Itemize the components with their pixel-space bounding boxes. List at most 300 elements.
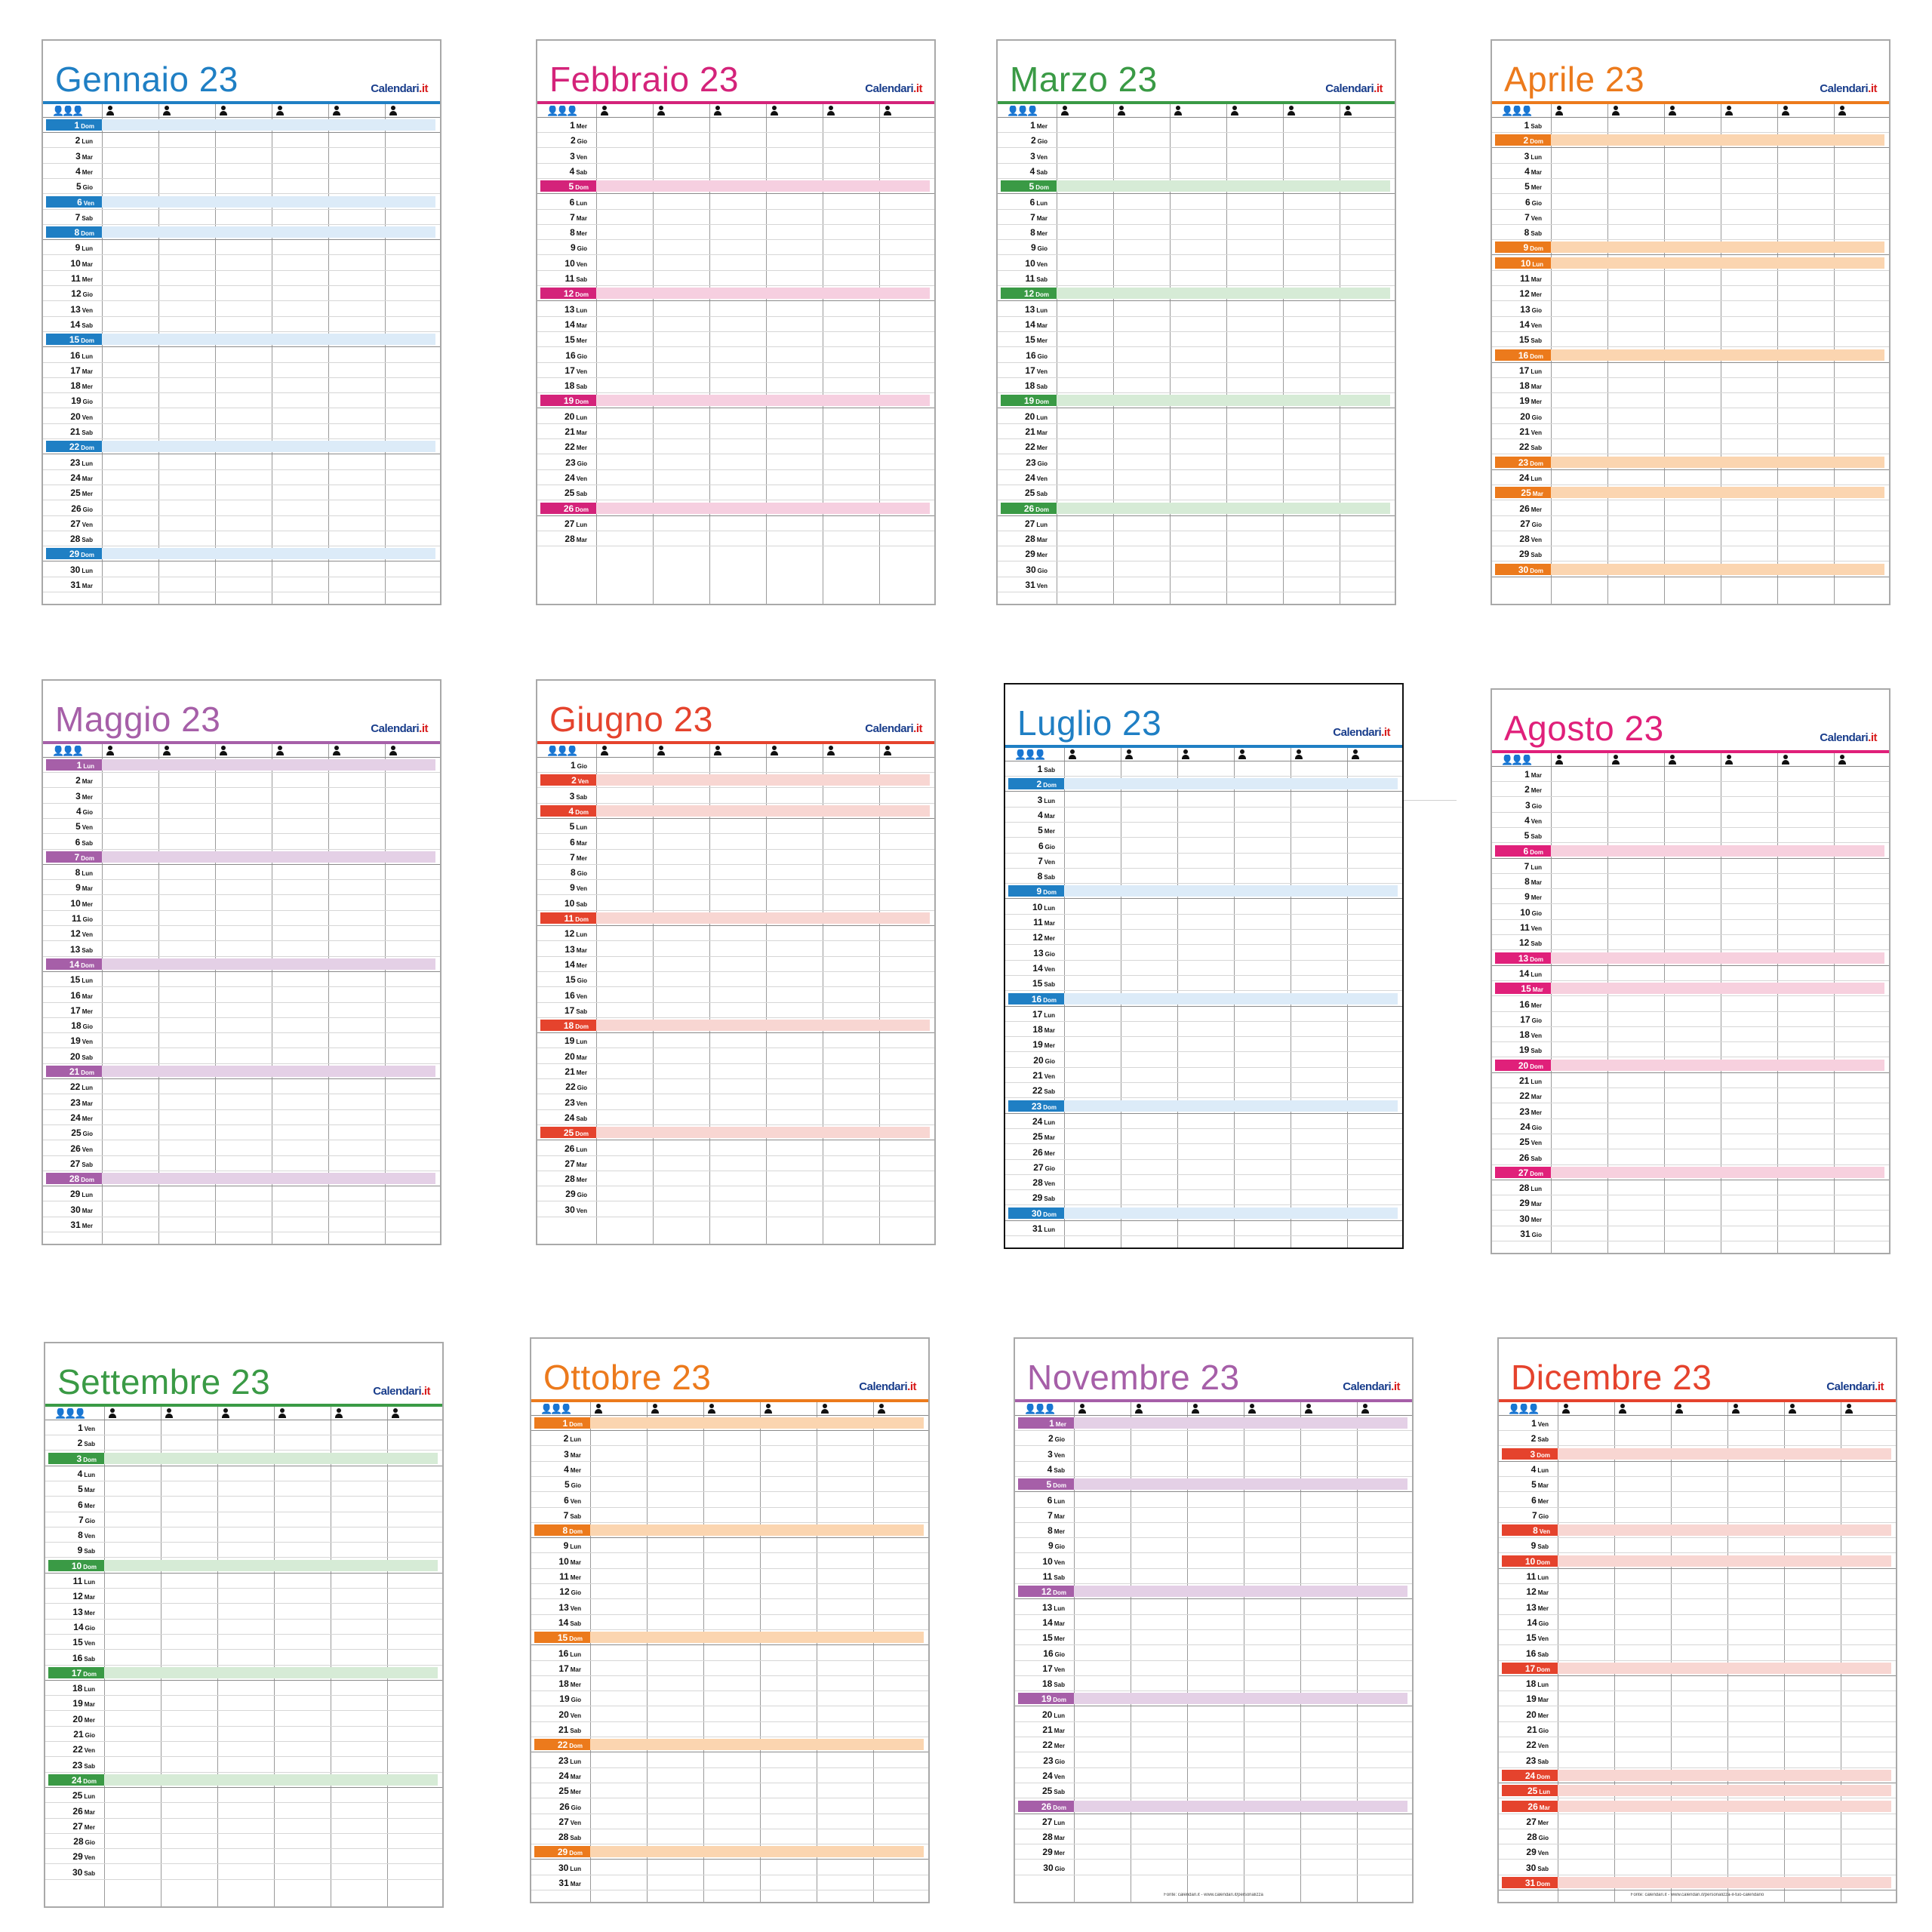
day-row[interactable] xyxy=(537,988,934,1003)
day-row[interactable] xyxy=(537,133,934,148)
holiday-row[interactable] xyxy=(43,195,440,210)
day-row[interactable] xyxy=(1015,1462,1412,1477)
day-row[interactable] xyxy=(998,516,1395,531)
holiday-row[interactable] xyxy=(1499,1768,1896,1783)
day-row[interactable] xyxy=(537,485,934,500)
holiday-row[interactable] xyxy=(1492,256,1889,271)
holiday-row[interactable] xyxy=(1492,562,1889,577)
day-row[interactable] xyxy=(43,348,440,363)
day-row[interactable] xyxy=(1015,1737,1412,1752)
day-row[interactable] xyxy=(1005,1022,1402,1037)
day-row[interactable] xyxy=(1005,930,1402,945)
day-row[interactable] xyxy=(1492,210,1889,225)
day-row[interactable] xyxy=(43,531,440,546)
day-row[interactable] xyxy=(1499,1630,1896,1645)
holiday-row[interactable] xyxy=(1499,1554,1896,1569)
holiday-row[interactable] xyxy=(43,118,440,133)
day-row[interactable] xyxy=(45,1481,442,1497)
day-row[interactable] xyxy=(537,240,934,255)
day-row[interactable] xyxy=(1005,1114,1402,1129)
day-row[interactable] xyxy=(537,348,934,363)
day-row[interactable] xyxy=(43,393,440,408)
day-row[interactable] xyxy=(1499,1493,1896,1508)
day-row[interactable] xyxy=(1492,813,1889,828)
holiday-row[interactable] xyxy=(1492,133,1889,148)
holiday-row[interactable] xyxy=(1492,485,1889,500)
day-row[interactable] xyxy=(998,118,1395,133)
holiday-row[interactable] xyxy=(1492,455,1889,470)
day-row[interactable] xyxy=(43,1217,440,1232)
day-row[interactable] xyxy=(537,455,934,470)
day-row[interactable] xyxy=(998,424,1395,439)
day-row[interactable] xyxy=(43,302,440,317)
holiday-row[interactable] xyxy=(1005,992,1402,1007)
day-row[interactable] xyxy=(998,409,1395,424)
day-row[interactable] xyxy=(1492,920,1889,935)
day-row[interactable] xyxy=(1492,1134,1889,1149)
holiday-row[interactable] xyxy=(1015,1691,1412,1706)
day-row[interactable] xyxy=(1499,1722,1896,1737)
day-row[interactable] xyxy=(1005,1175,1402,1190)
day-row[interactable] xyxy=(1005,838,1402,854)
day-row[interactable] xyxy=(1005,869,1402,884)
day-row[interactable] xyxy=(45,1742,442,1757)
holiday-row[interactable] xyxy=(43,546,440,561)
day-row[interactable] xyxy=(537,1049,934,1064)
day-row[interactable] xyxy=(1492,798,1889,813)
day-row[interactable] xyxy=(43,562,440,577)
holiday-row[interactable] xyxy=(1492,981,1889,996)
day-row[interactable] xyxy=(1015,1783,1412,1798)
day-row[interactable] xyxy=(1492,470,1889,485)
day-row[interactable] xyxy=(1492,332,1889,347)
day-row[interactable] xyxy=(1492,286,1889,301)
day-row[interactable] xyxy=(45,1497,442,1512)
day-row[interactable] xyxy=(1492,997,1889,1012)
day-row[interactable] xyxy=(998,195,1395,210)
day-row[interactable] xyxy=(998,470,1395,485)
day-row[interactable] xyxy=(1492,1042,1889,1057)
day-row[interactable] xyxy=(1005,900,1402,915)
day-row[interactable] xyxy=(43,286,440,301)
day-row[interactable] xyxy=(43,1125,440,1140)
day-row[interactable] xyxy=(1492,782,1889,797)
holiday-row[interactable] xyxy=(1499,1783,1896,1798)
day-row[interactable] xyxy=(45,1681,442,1696)
day-row[interactable] xyxy=(1499,1416,1896,1431)
holiday-row[interactable] xyxy=(45,1558,442,1574)
day-row[interactable] xyxy=(1005,976,1402,991)
day-row[interactable] xyxy=(537,1171,934,1186)
day-row[interactable] xyxy=(43,1079,440,1094)
holiday-row[interactable] xyxy=(537,911,934,926)
day-row[interactable] xyxy=(537,531,934,546)
holiday-row[interactable] xyxy=(43,439,440,454)
day-row[interactable] xyxy=(43,880,440,895)
day-row[interactable] xyxy=(531,1431,928,1446)
holiday-row[interactable] xyxy=(1492,1165,1889,1180)
holiday-row[interactable] xyxy=(1005,1206,1402,1221)
day-row[interactable] xyxy=(43,577,440,592)
day-row[interactable] xyxy=(998,577,1395,592)
day-row[interactable] xyxy=(1015,1630,1412,1645)
day-row[interactable] xyxy=(537,957,934,972)
holiday-row[interactable] xyxy=(1492,844,1889,859)
day-row[interactable] xyxy=(531,1584,928,1599)
day-row[interactable] xyxy=(1492,393,1889,408)
holiday-row[interactable] xyxy=(537,804,934,819)
holiday-row[interactable] xyxy=(531,1523,928,1538)
holiday-row[interactable] xyxy=(45,1666,442,1681)
day-row[interactable] xyxy=(531,1768,928,1783)
holiday-row[interactable] xyxy=(531,1737,928,1752)
day-row[interactable] xyxy=(537,424,934,439)
holiday-row[interactable] xyxy=(537,1125,934,1140)
day-row[interactable] xyxy=(43,455,440,470)
day-row[interactable] xyxy=(537,1186,934,1201)
day-row[interactable] xyxy=(45,1834,442,1849)
day-row[interactable] xyxy=(1005,761,1402,777)
day-row[interactable] xyxy=(1005,808,1402,823)
day-row[interactable] xyxy=(1015,1523,1412,1538)
day-row[interactable] xyxy=(531,1615,928,1630)
day-row[interactable] xyxy=(998,256,1395,271)
holiday-row[interactable] xyxy=(43,758,440,773)
day-row[interactable] xyxy=(1492,149,1889,164)
day-row[interactable] xyxy=(998,378,1395,393)
day-row[interactable] xyxy=(1005,1160,1402,1175)
day-row[interactable] xyxy=(531,1829,928,1844)
day-row[interactable] xyxy=(537,865,934,880)
day-row[interactable] xyxy=(537,1095,934,1110)
day-row[interactable] xyxy=(537,926,934,941)
day-row[interactable] xyxy=(43,1202,440,1217)
day-row[interactable] xyxy=(1015,1707,1412,1722)
day-row[interactable] xyxy=(998,455,1395,470)
day-row[interactable] xyxy=(537,378,934,393)
day-row[interactable] xyxy=(1492,271,1889,286)
day-row[interactable] xyxy=(1005,854,1402,869)
day-row[interactable] xyxy=(1015,1493,1412,1508)
holiday-row[interactable] xyxy=(43,332,440,347)
day-row[interactable] xyxy=(998,546,1395,561)
day-row[interactable] xyxy=(537,819,934,834)
day-row[interactable] xyxy=(998,485,1395,500)
day-row[interactable] xyxy=(43,773,440,788)
day-row[interactable] xyxy=(537,516,934,531)
day-row[interactable] xyxy=(1492,195,1889,210)
day-row[interactable] xyxy=(1492,966,1889,981)
day-row[interactable] xyxy=(45,1574,442,1589)
day-row[interactable] xyxy=(1499,1646,1896,1661)
day-row[interactable] xyxy=(43,363,440,378)
day-row[interactable] xyxy=(998,302,1395,317)
day-row[interactable] xyxy=(43,926,440,941)
day-row[interactable] xyxy=(1015,1554,1412,1569)
day-row[interactable] xyxy=(1499,1691,1896,1706)
day-row[interactable] xyxy=(1015,1722,1412,1737)
day-row[interactable] xyxy=(43,179,440,194)
day-row[interactable] xyxy=(998,439,1395,454)
day-row[interactable] xyxy=(43,516,440,531)
holiday-row[interactable] xyxy=(1499,1523,1896,1538)
day-row[interactable] xyxy=(531,1508,928,1523)
day-row[interactable] xyxy=(1492,1195,1889,1211)
day-row[interactable] xyxy=(43,317,440,332)
day-row[interactable] xyxy=(1005,1007,1402,1022)
day-row[interactable] xyxy=(1005,1129,1402,1144)
day-row[interactable] xyxy=(45,1604,442,1620)
day-row[interactable] xyxy=(531,1477,928,1492)
day-row[interactable] xyxy=(1005,1053,1402,1068)
day-row[interactable] xyxy=(531,1860,928,1875)
day-row[interactable] xyxy=(531,1799,928,1814)
day-row[interactable] xyxy=(1015,1753,1412,1768)
day-row[interactable] xyxy=(43,1110,440,1125)
day-row[interactable] xyxy=(43,133,440,148)
day-row[interactable] xyxy=(531,1569,928,1584)
day-row[interactable] xyxy=(998,210,1395,225)
day-row[interactable] xyxy=(998,332,1395,347)
day-row[interactable] xyxy=(1015,1829,1412,1844)
day-row[interactable] xyxy=(1005,961,1402,976)
day-row[interactable] xyxy=(531,1676,928,1691)
day-row[interactable] xyxy=(537,1156,934,1171)
holiday-row[interactable] xyxy=(537,393,934,408)
day-row[interactable] xyxy=(43,819,440,834)
day-row[interactable] xyxy=(1499,1753,1896,1768)
day-row[interactable] xyxy=(998,317,1395,332)
day-row[interactable] xyxy=(43,1033,440,1048)
day-row[interactable] xyxy=(45,1466,442,1481)
day-row[interactable] xyxy=(537,118,934,133)
day-row[interactable] xyxy=(998,271,1395,286)
day-row[interactable] xyxy=(1499,1508,1896,1523)
day-row[interactable] xyxy=(1492,1180,1889,1195)
day-row[interactable] xyxy=(1015,1615,1412,1630)
day-row[interactable] xyxy=(1492,1073,1889,1088)
day-row[interactable] xyxy=(998,149,1395,164)
day-row[interactable] xyxy=(537,317,934,332)
day-row[interactable] xyxy=(537,409,934,424)
day-row[interactable] xyxy=(1005,1145,1402,1160)
day-row[interactable] xyxy=(531,1462,928,1477)
holiday-row[interactable] xyxy=(45,1451,442,1466)
day-row[interactable] xyxy=(43,271,440,286)
holiday-row[interactable] xyxy=(1492,240,1889,255)
holiday-row[interactable] xyxy=(537,179,934,194)
day-row[interactable] xyxy=(1492,828,1889,843)
day-row[interactable] xyxy=(45,1589,442,1604)
day-row[interactable] xyxy=(1492,1150,1889,1165)
holiday-row[interactable] xyxy=(1499,1661,1896,1676)
day-row[interactable] xyxy=(1492,874,1889,889)
day-row[interactable] xyxy=(1492,363,1889,378)
day-row[interactable] xyxy=(1015,1538,1412,1553)
day-row[interactable] xyxy=(1492,225,1889,240)
day-row[interactable] xyxy=(43,865,440,880)
day-row[interactable] xyxy=(1005,1068,1402,1083)
holiday-row[interactable] xyxy=(1499,1447,1896,1462)
day-row[interactable] xyxy=(43,240,440,255)
holiday-row[interactable] xyxy=(998,393,1395,408)
day-row[interactable] xyxy=(1015,1447,1412,1462)
day-row[interactable] xyxy=(1492,439,1889,454)
day-row[interactable] xyxy=(537,1033,934,1048)
day-row[interactable] xyxy=(43,149,440,164)
day-row[interactable] xyxy=(43,164,440,179)
day-row[interactable] xyxy=(1015,1860,1412,1875)
day-row[interactable] xyxy=(1492,1012,1889,1027)
day-row[interactable] xyxy=(45,1543,442,1558)
day-row[interactable] xyxy=(1499,1584,1896,1599)
day-row[interactable] xyxy=(531,1554,928,1569)
day-row[interactable] xyxy=(43,1141,440,1156)
day-row[interactable] xyxy=(1492,378,1889,393)
day-row[interactable] xyxy=(43,804,440,819)
holiday-row[interactable] xyxy=(1492,1058,1889,1073)
day-row[interactable] xyxy=(1492,531,1889,546)
day-row[interactable] xyxy=(1499,1676,1896,1691)
day-row[interactable] xyxy=(531,1447,928,1462)
day-row[interactable] xyxy=(1015,1661,1412,1676)
day-row[interactable] xyxy=(537,1202,934,1217)
day-row[interactable] xyxy=(537,210,934,225)
day-row[interactable] xyxy=(537,896,934,911)
holiday-row[interactable] xyxy=(537,286,934,301)
day-row[interactable] xyxy=(45,1512,442,1527)
day-row[interactable] xyxy=(531,1600,928,1615)
day-row[interactable] xyxy=(1499,1707,1896,1722)
day-row[interactable] xyxy=(1015,1844,1412,1860)
day-row[interactable] xyxy=(1005,915,1402,930)
day-row[interactable] xyxy=(45,1819,442,1834)
day-row[interactable] xyxy=(537,758,934,773)
holiday-row[interactable] xyxy=(998,501,1395,516)
day-row[interactable] xyxy=(537,1110,934,1125)
holiday-row[interactable] xyxy=(43,225,440,240)
day-row[interactable] xyxy=(537,332,934,347)
day-row[interactable] xyxy=(45,1527,442,1543)
day-row[interactable] xyxy=(531,1691,928,1706)
day-row[interactable] xyxy=(1015,1676,1412,1691)
day-row[interactable] xyxy=(1005,946,1402,961)
holiday-row[interactable] xyxy=(43,850,440,865)
day-row[interactable] xyxy=(43,485,440,500)
day-row[interactable] xyxy=(537,271,934,286)
day-row[interactable] xyxy=(1005,1037,1402,1052)
day-row[interactable] xyxy=(43,1095,440,1110)
day-row[interactable] xyxy=(1005,1221,1402,1236)
day-row[interactable] xyxy=(537,256,934,271)
day-row[interactable] xyxy=(537,470,934,485)
day-row[interactable] xyxy=(1499,1431,1896,1446)
day-row[interactable] xyxy=(1015,1508,1412,1523)
holiday-row[interactable] xyxy=(43,1171,440,1186)
day-row[interactable] xyxy=(43,424,440,439)
day-row[interactable] xyxy=(1492,546,1889,561)
day-row[interactable] xyxy=(43,256,440,271)
holiday-row[interactable] xyxy=(45,1773,442,1788)
day-row[interactable] xyxy=(531,1493,928,1508)
day-row[interactable] xyxy=(1005,1190,1402,1205)
day-row[interactable] xyxy=(537,835,934,850)
day-row[interactable] xyxy=(1499,1462,1896,1477)
day-row[interactable] xyxy=(537,164,934,179)
day-row[interactable] xyxy=(1499,1844,1896,1860)
day-row[interactable] xyxy=(998,225,1395,240)
day-row[interactable] xyxy=(45,1635,442,1650)
day-row[interactable] xyxy=(537,789,934,804)
holiday-row[interactable] xyxy=(1005,1099,1402,1114)
day-row[interactable] xyxy=(531,1661,928,1676)
day-row[interactable] xyxy=(1492,889,1889,904)
day-row[interactable] xyxy=(1499,1860,1896,1875)
day-row[interactable] xyxy=(1499,1569,1896,1584)
day-row[interactable] xyxy=(531,1707,928,1722)
day-row[interactable] xyxy=(1015,1600,1412,1615)
day-row[interactable] xyxy=(537,363,934,378)
day-row[interactable] xyxy=(537,1141,934,1156)
holiday-row[interactable] xyxy=(43,957,440,972)
day-row[interactable] xyxy=(1015,1431,1412,1446)
day-row[interactable] xyxy=(43,409,440,424)
holiday-row[interactable] xyxy=(537,1018,934,1033)
day-row[interactable] xyxy=(531,1753,928,1768)
day-row[interactable] xyxy=(43,972,440,987)
day-row[interactable] xyxy=(1492,409,1889,424)
day-row[interactable] xyxy=(45,1620,442,1635)
day-row[interactable] xyxy=(537,850,934,865)
day-row[interactable] xyxy=(537,880,934,895)
day-row[interactable] xyxy=(1492,859,1889,874)
holiday-row[interactable] xyxy=(1492,348,1889,363)
day-row[interactable] xyxy=(1492,905,1889,920)
day-row[interactable] xyxy=(998,562,1395,577)
day-row[interactable] xyxy=(1015,1646,1412,1661)
holiday-row[interactable] xyxy=(1005,884,1402,899)
day-row[interactable] xyxy=(998,164,1395,179)
day-row[interactable] xyxy=(998,531,1395,546)
day-row[interactable] xyxy=(43,1003,440,1018)
day-row[interactable] xyxy=(531,1814,928,1829)
day-row[interactable] xyxy=(537,149,934,164)
day-row[interactable] xyxy=(1492,424,1889,439)
day-row[interactable] xyxy=(43,911,440,926)
day-row[interactable] xyxy=(1492,1104,1889,1119)
day-row[interactable] xyxy=(43,1156,440,1171)
holiday-row[interactable] xyxy=(1492,951,1889,966)
day-row[interactable] xyxy=(45,1727,442,1742)
holiday-row[interactable] xyxy=(998,179,1395,194)
day-row[interactable] xyxy=(1499,1477,1896,1492)
day-row[interactable] xyxy=(1492,317,1889,332)
day-row[interactable] xyxy=(43,470,440,485)
day-row[interactable] xyxy=(1015,1814,1412,1829)
day-row[interactable] xyxy=(43,501,440,516)
day-row[interactable] xyxy=(1492,501,1889,516)
day-row[interactable] xyxy=(43,378,440,393)
day-row[interactable] xyxy=(1499,1737,1896,1752)
day-row[interactable] xyxy=(537,1064,934,1079)
day-row[interactable] xyxy=(1499,1538,1896,1553)
day-row[interactable] xyxy=(1015,1569,1412,1584)
day-row[interactable] xyxy=(1492,767,1889,782)
day-row[interactable] xyxy=(43,1186,440,1201)
day-row[interactable] xyxy=(998,348,1395,363)
day-row[interactable] xyxy=(531,1875,928,1890)
day-row[interactable] xyxy=(537,1003,934,1018)
